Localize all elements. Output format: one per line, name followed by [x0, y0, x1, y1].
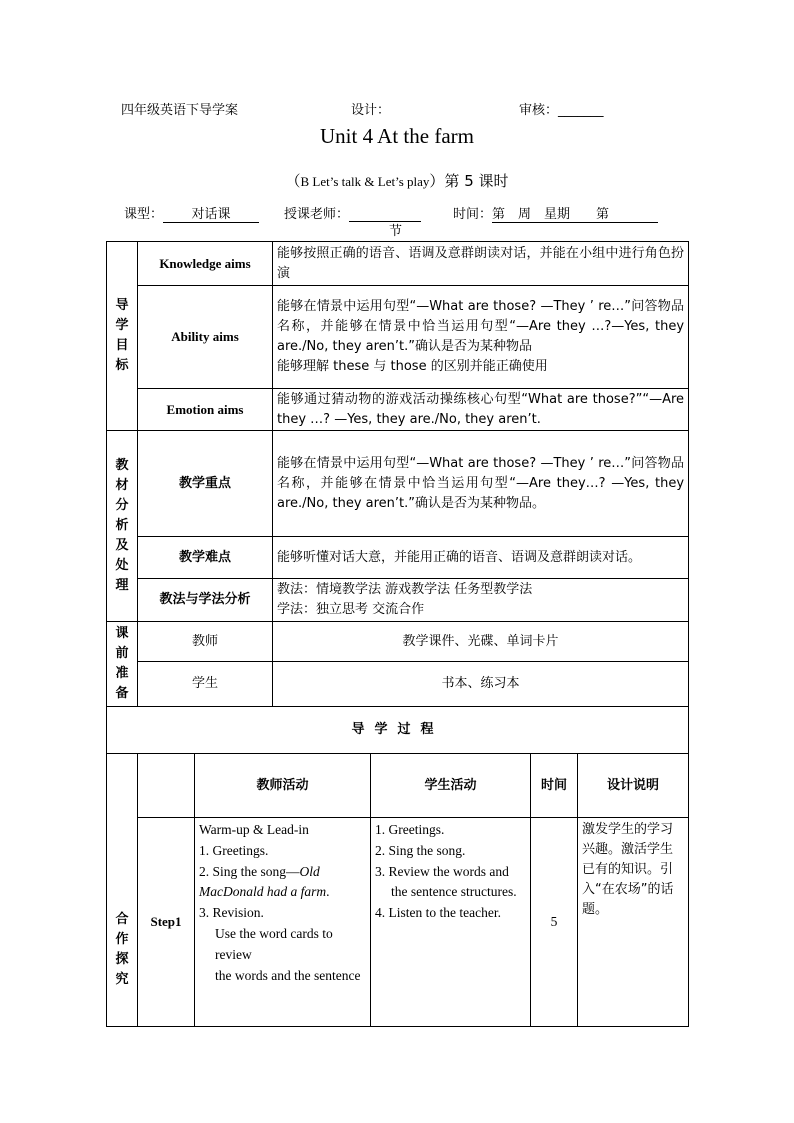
type-label: 课型：	[124, 207, 164, 222]
step-header-cell	[138, 754, 195, 818]
knowledge-label: Knowledge aims	[138, 242, 273, 286]
method-teach: 教法：情境教学法 游戏教学法 任务型教学法	[277, 582, 533, 597]
knowledge-text: 能够按照正确的语音、语调及意群朗读对话，并能在小组中进行角色扮演	[273, 242, 689, 286]
teacher-label: 授课老师：	[284, 207, 350, 222]
student-line-1: 1. Greetings.	[375, 822, 445, 837]
method-row	[107, 579, 689, 622]
goals-section-label: 导学目标	[107, 242, 138, 431]
student-line-5: 4. Listen to the teacher.	[375, 905, 501, 921]
emotion-text: 能够通过猜动物的游戏活动操练核心句型“What are those?”“—Are they …? —Yes, they are./No, they aren’t.	[273, 389, 689, 431]
process-title-row	[107, 707, 689, 754]
review-field	[519, 99, 604, 118]
time-wrap: 节	[389, 224, 403, 239]
course-title: 四年级英语下导学案	[121, 103, 239, 118]
step1-row	[107, 818, 689, 1027]
subtitle-close: ）	[429, 172, 445, 190]
ability-text-2: 能够理解 these 与 those 的区别并能正确使用	[277, 359, 548, 374]
knowledge-row	[107, 242, 689, 286]
prep-section-label: 课前准备	[107, 622, 138, 707]
teacher-value	[349, 205, 421, 222]
ability-text	[273, 286, 689, 389]
teacher-activity-header: 教师活动	[195, 754, 371, 818]
analysis-section-label: 教材分析及处理	[107, 431, 138, 622]
design-label: 设计：	[351, 103, 391, 118]
difficult-point-row	[107, 537, 689, 579]
prep-student-text: 书本、练习本	[273, 662, 689, 707]
prep-student-row	[107, 662, 689, 707]
student-line-4: the sentence structures.	[391, 884, 517, 900]
step1-student-activity	[371, 818, 531, 1027]
emotion-row	[107, 389, 689, 431]
type-value: 对话课	[163, 203, 259, 223]
ability-label: Ability aims	[138, 286, 273, 389]
teacher-line-5: Use the word cards to review	[215, 925, 333, 962]
review-label: 审核：	[519, 103, 559, 118]
emotion-label: Emotion aims	[138, 389, 273, 431]
lesson-subtitle	[0, 170, 794, 191]
step1-label: Step1	[138, 818, 195, 1027]
step1-teacher-activity	[195, 818, 371, 1027]
student-line-3: 3. Review the words and	[375, 863, 509, 879]
design-note-header: 设计说明	[578, 754, 689, 818]
key-point-label: 教学重点	[138, 431, 273, 537]
process-header-row	[107, 754, 689, 818]
process-title: 导学过程	[107, 707, 689, 754]
method-label: 教法与学法分析	[138, 579, 273, 622]
difficult-point-text: 能够听懂对话大意，并能用正确的语音、语调及意群朗读对话。	[273, 537, 689, 579]
time-field	[453, 203, 658, 223]
key-point-text: 能够在情景中运用句型“—What are those? —They ’ re…”问答物品名称，并能够在情景中恰当运用句型“—Are they…? —Yes, they are./No, they aren’t.”确认是否为某种物品。	[273, 431, 689, 537]
key-point-row	[107, 431, 689, 537]
prep-teacher-row	[107, 622, 689, 662]
prep-teacher-label: 教师	[138, 622, 273, 662]
student-activity-header: 学生活动	[371, 754, 531, 818]
prep-teacher-text: 教学课件、光碟、单词卡片	[273, 622, 689, 662]
teacher-line-3: 2. Sing the song—Old MacDonald had a farm.	[199, 863, 330, 900]
step1-design-note: 激发学生的学习兴趣。激活学生已有的知识。引入“在农场”的话题。	[578, 818, 689, 1027]
song-title: Old MacDonald had a farm	[199, 863, 327, 900]
time-value: 第 周 星期 第	[492, 203, 658, 223]
step1-time: 5	[531, 818, 578, 1027]
subtitle-part: B Let’s talk & Let’s play	[300, 174, 430, 189]
teacher-line-1: Warm-up & Lead-in	[199, 822, 309, 837]
teacher-line-4: 3. Revision.	[199, 905, 264, 921]
lesson-plan-table	[106, 241, 689, 1027]
time-label: 时间：	[453, 207, 493, 222]
page-title: Unit 4 At the farm	[320, 124, 474, 148]
lesson-type	[124, 203, 259, 223]
teacher-line-2: 1. Greetings.	[199, 842, 269, 858]
difficult-point-label: 教学难点	[138, 537, 273, 579]
teacher-line-6: the words and the sentence	[215, 967, 361, 983]
method-learn: 学法：独立思考 交流合作	[277, 602, 425, 617]
ability-text-1: 能够在情景中运用句型“—What are those? —They ’ re…”问答物品名称，并能够在情景中恰当运用句型“—Are they …?—Yes, they are./No, they aren’t.”确认是否为某种物品	[277, 299, 685, 354]
prep-student-label: 学生	[138, 662, 273, 707]
student-line-2: 2. Sing the song.	[375, 842, 466, 858]
method-text	[273, 579, 689, 622]
subtitle-open: （	[285, 172, 301, 190]
ability-row	[107, 286, 689, 389]
review-value: _______	[558, 103, 604, 118]
subtitle-lesson: 第 5 课时	[444, 172, 509, 190]
time-header: 时间	[531, 754, 578, 818]
process-section-label: 合作探究	[107, 754, 138, 1027]
